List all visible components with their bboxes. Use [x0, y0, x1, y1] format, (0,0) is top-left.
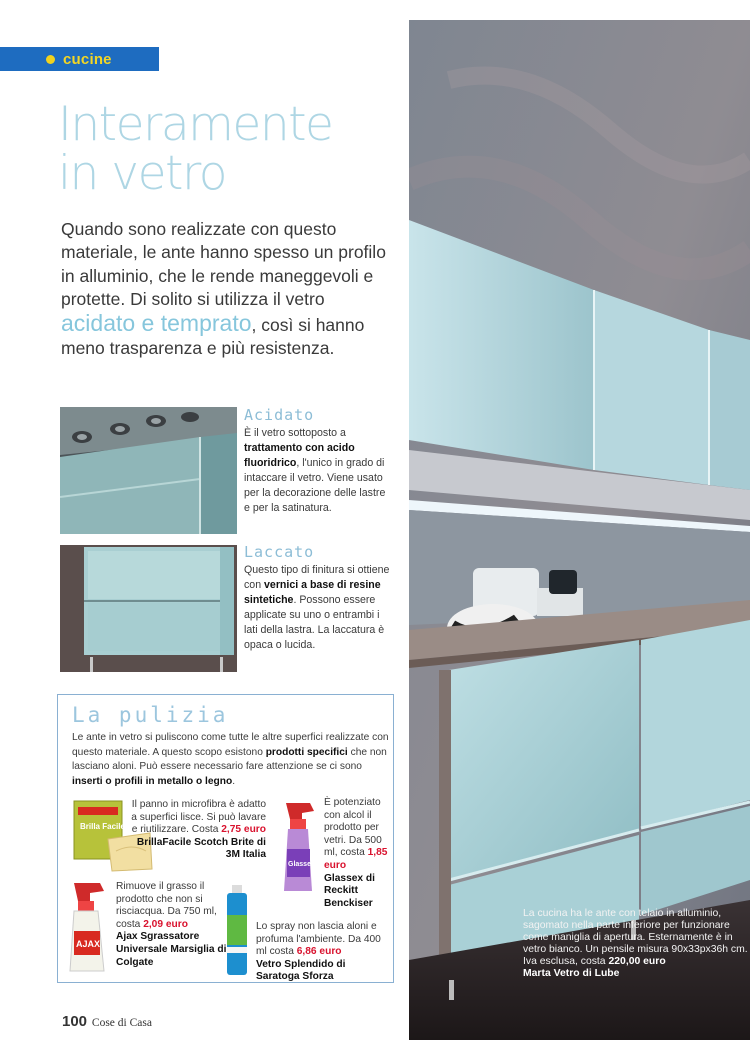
vetro-splendido-can-image — [224, 885, 250, 977]
laccato-photo — [60, 545, 237, 672]
product-1-price: 2,75 euro — [221, 824, 266, 836]
product-2-name: Glassex di Reckitt Benckiser — [324, 872, 375, 909]
cleaning-text — [72, 731, 390, 789]
laccato-block — [244, 543, 394, 654]
acidato-text-1: È il vetro sottoposto a — [244, 427, 346, 439]
intro-paragraph — [61, 218, 401, 360]
product-3-price: 2,09 euro — [143, 918, 188, 930]
caption-product-name: Marta Vetro di Lube — [523, 968, 620, 980]
acidato-bold: trattamento con acido fluoridrico — [244, 442, 355, 470]
product-2 — [324, 797, 394, 910]
cleaning-text-3: . — [232, 775, 236, 787]
laccato-title: Laccato — [244, 543, 315, 561]
laccato-text — [244, 563, 394, 654]
caption-text: La cucina ha le ante con telaio in alluminio, sagomato nella parte inferiore per funzionare come maniglia di apertura. Esternamente è in vetro bianco. Un pensile misura 90x33px36h cm. Iva esclusa, costa — [523, 908, 748, 968]
laccato-bold: vernici a base di resine sintetiche — [244, 579, 381, 607]
product-1-text: Il panno in microfibra è adatto a superfici lisce. Si può lavare e riutilizzare. Costa — [131, 799, 266, 836]
product-3-text: Rimuove il grasso il prodotto che non si risciacqua. Da 750 ml, costa — [116, 881, 217, 930]
product-4 — [256, 921, 386, 984]
acidato-text — [244, 426, 394, 517]
caption-price: 220,00 euro — [608, 956, 666, 968]
cleaning-bold-1: prodotti specifici — [265, 746, 348, 758]
acidato-title: Acidato — [244, 406, 315, 424]
product-4-price: 6,86 euro — [296, 946, 342, 958]
ajax-spray-image — [68, 879, 112, 977]
page-number: 100 — [62, 1013, 88, 1030]
acidato-block — [244, 406, 394, 517]
product-2-price: 1,85 euro — [324, 847, 388, 871]
cleaning-box — [57, 694, 394, 983]
glassex-package-label: Glassex — [288, 861, 315, 868]
headline-line-1: Interamente — [58, 97, 333, 152]
cleaning-text-1: Le ante in vetro si puliscono come tutte le altre superfici realizzate con questo materiale. A questo scopo esistono — [72, 732, 389, 758]
cloth-package-label: Brilla Facile — [80, 822, 125, 831]
cleaning-text-2: che non lasciano aloni. Può essere necessario fare attenzione se ci sono — [72, 746, 387, 773]
intro-text-2: , così si hanno meno trasparenza e più resistenza. — [61, 314, 365, 359]
acidato-text-2: , l'unico in grado di intaccare il vetro. Viene usato per la decorazione delle lastre e per la satinatura. — [244, 457, 386, 515]
bullet-icon — [46, 55, 55, 64]
cleaning-bold-2: inserti o profili in metallo o legno — [72, 775, 233, 787]
intro-highlight: acidato e temprato — [61, 309, 252, 336]
product-1-name: BrillaFacile Scotch Brite di 3M Italia — [136, 836, 266, 861]
kitchen-photo — [409, 20, 750, 1040]
ajax-package-label: AJAX — [76, 939, 101, 949]
article-headline — [58, 97, 398, 201]
section-label: cucine — [63, 50, 112, 68]
acidato-photo — [60, 407, 237, 534]
headline-line-2: in vetro — [58, 146, 226, 201]
laccato-text-1: Questo tipo di finitura si ottiene con — [244, 564, 390, 592]
product-4-text: Lo spray non lascia aloni e profuma l'ambiente. Da 400 ml costa — [256, 921, 381, 958]
product-3 — [116, 881, 228, 969]
section-tag — [0, 47, 159, 71]
magazine-name: Cose di Casa — [91, 1017, 152, 1029]
product-4-name: Vetro Splendido di Saratoga Sforza — [256, 958, 346, 983]
intro-text-1: Quando sono realizzate con questo materiale, le ante hanno spesso un profilo in alluminio, che le rende maneggevoli e protette. Di solito si utilizza il vetro — [61, 219, 386, 310]
photo-caption — [523, 908, 748, 981]
laccato-text-2: . Possono essere applicate su uno o entrambi i lati della lastra. La laccatura è opaca o lucida. — [244, 594, 385, 652]
product-2-text: È potenziato con alcol il prodotto per vetri. Da 500 ml, costa — [324, 797, 382, 859]
page-footer — [62, 1013, 152, 1030]
cleaning-title: La pulizia — [72, 703, 229, 727]
glassex-spray-image — [280, 799, 322, 897]
product-1 — [130, 799, 266, 862]
product-3-name: Ajax Sgrassatore Universale Marsiglia di Colgate — [116, 931, 227, 968]
